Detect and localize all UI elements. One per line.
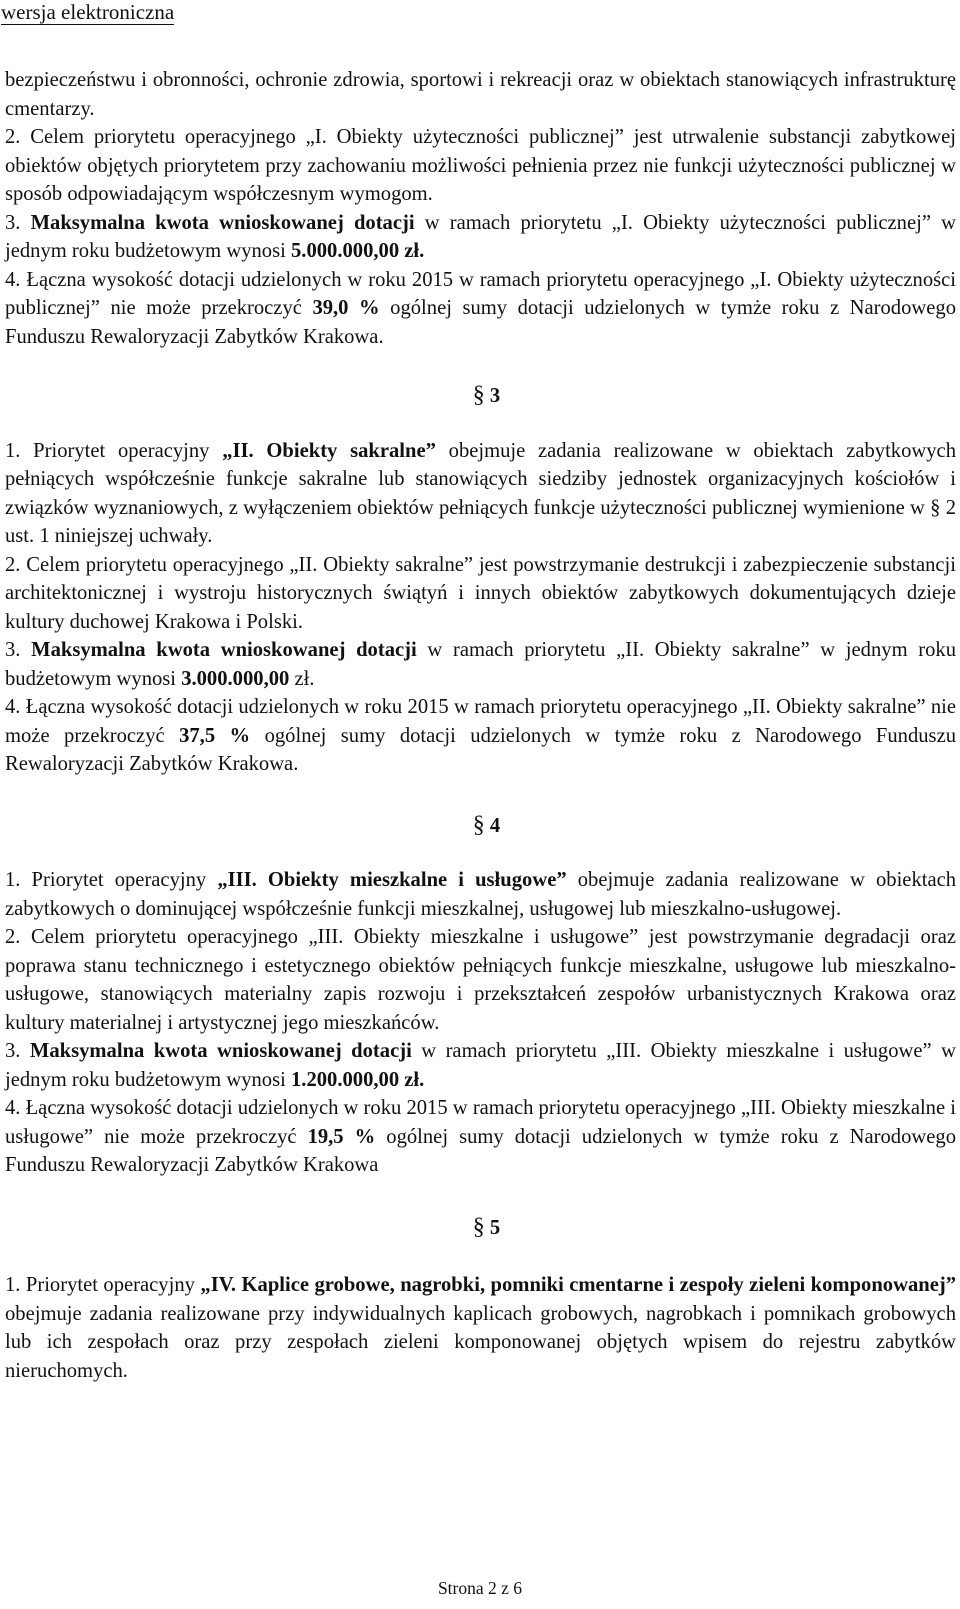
s3-paragraph-1 [5,437,956,551]
intro-continuation: bezpieczeństwu i obronności, ochronie zdrowia, sportowi i rekreacji oraz w obiektach stanowiących infrastrukturę cmentarzy. [5,69,956,120]
s5-p1-pre: 1. Priorytet operacyjny [5,1274,195,1296]
s4-p4-percent: 19,5 % [307,1125,376,1148]
s3-p3-number: 3. [5,639,21,661]
section-symbol: § [472,811,485,838]
s4-p4-pre: 4. Łączna wysokość dotacji udzielonych w roku 2015 w ramach priorytetu operacyjnego „III. Obiekty mieszkalne i usługowe” nie może przekroczyć [5,1097,956,1148]
section-5-heading [5,1213,956,1243]
section-number: 4 [489,814,501,837]
section-symbol: § [472,1213,485,1240]
intro-p3-bold: Maksymalna kwota wnioskowanej dotacji [30,211,415,234]
intro-p4-post: ogólnej sumy dotacji udzielonych w tymże roku z Narodowego Funduszu Rewaloryzacji Zabytków Krakowa. [5,297,956,348]
intro-p4-pre: 4. Łączna wysokość dotacji udzielonych w roku 2015 w ramach priorytetu operacyjnego „I. Obiekty użyteczności publicznej” nie może przekroczyć [5,268,956,319]
s3-p3-amount: 3.000.000,00 [181,667,290,690]
intro-paragraph-2: 2. Celem priorytetu operacyjnego „I. Obiekty użyteczności publicznej” jest utrwalenie substancji zabytkowej obiektów objętych priorytetem przy zachowaniu możliwości pełnienia przez nie funkcji użyteczności publicznej w sposób odpowiadającym współczesnym wymogom. [5,126,956,205]
s4-paragraph-4 [5,1094,956,1180]
s3-p1-post: obejmuje zadania realizowane w obiektach zabytkowych pełniących współcześnie funkcje sakralne lub stanowiących siedziby jednostek organizacyjnych kościołów i związków wyznaniowych, z wyłączeniem obiektów pełniących funkcje użyteczności publicznej wymienione w § 2 ust. 1 niniejszej uchwały. [5,439,956,547]
s3-paragraph-4 [5,693,956,779]
page-number: Strona 2 z 6 [437,1578,523,1598]
section-number: 5 [489,1216,501,1239]
s4-p1-post: obejmuje zadania realizowane w obiektach zabytkowych o dominującej współcześnie funkcji mieszkalnej, usługowej lub mieszkalno-usługowej. [5,869,957,920]
s3-p1-pre: 1. Priorytet operacyjny [5,439,210,462]
s3-paragraph-2: 2. Celem priorytetu operacyjnego „II. Obiekty sakralne” jest powstrzymanie destrukcji i zabezpieczenie substancji architektonicznej i wystroju historycznych świątyń i innych obiektów zabytkowych dokumentujących dzieje kultury duchowej Krakowa i Polski. [5,553,956,633]
section-number: 3 [489,385,501,407]
s4-p1-pre: 1. Priorytet operacyjny [5,869,207,891]
s3-p4-percent: 37,5 % [179,724,251,747]
s4-p1-bold: „III. Obiekty mieszkalne i usługowe” [217,869,567,891]
section-4-heading [5,811,956,841]
s3-p3-text: w ramach priorytetu „II. Obiekty sakralne” w jednym roku budżetowym wynosi [5,639,957,690]
s4-p3-text: w ramach priorytetu „III. Obiekty mieszkalne i usługowe” w jednym roku budżetowym wynosi [5,1040,956,1091]
intro-paragraph-3 [5,209,956,266]
section-3-heading [5,381,956,411]
s4-paragraph-1 [5,866,956,923]
s4-p4-post: ogólnej sumy dotacji udzielonych w tymże roku z Narodowego Funduszu Rewaloryzacji Zabytków Krakowa [5,1125,957,1176]
intro-paragraph-4 [5,266,956,352]
section-symbol: § [472,382,485,408]
s4-p3-bold: Maksymalna kwota wnioskowanej dotacji [29,1040,412,1062]
header-title: wersja elektroniczna [1,0,175,24]
s5-paragraph-1 [5,1271,956,1385]
s3-p4-pre: 4. Łączna wysokość dotacji udzielonych w roku 2015 w ramach priorytetu operacyjnego „II. Obiekty sakralne” nie może przekroczyć [5,696,956,747]
s3-p3-unit: zł. [294,667,315,690]
s3-p4-post: ogólnej sumy dotacji udzielonych w tymże roku z Narodowego Funduszu Rewaloryzacji Zabytków Krakowa. [5,724,957,775]
intro-p3-number: 3. [5,211,21,234]
page-header [0,0,174,24]
page-footer [0,1577,960,1599]
s4-paragraph-3 [5,1037,956,1094]
intro-p3-text: w ramach priorytetu „I. Obiekty użyteczności publicznej” w jednym roku budżetowym wynosi [5,211,956,262]
s3-p3-bold: Maksymalna kwota wnioskowanej dotacji [31,639,417,661]
s3-p1-bold: „II. Obiekty sakralne” [222,439,436,462]
intro-p3-amount: 5.000.000,00 zł. [291,240,425,262]
intro-p4-percent: 39,0 % [312,297,380,319]
s4-p3-number: 3. [5,1040,21,1062]
s4-p3-amount: 1.200.000,00 zł. [291,1068,425,1091]
s5-p1-bold: „IV. Kaplice grobowe, nagrobki, pomniki cmentarne i zespoły zieleni komponowanej” [200,1274,957,1296]
s5-p1-post: obejmuje zadania realizowane przy indywidualnych kaplicach grobowych, nagrobkach i pomnikach grobowych lub ich zespołach oraz przy zespołach zieleni komponowanej objętych wpisem do rejestru zabytków nieruchomych. [5,1302,956,1382]
s3-paragraph-3 [5,636,956,693]
s4-paragraph-2: 2. Celem priorytetu operacyjnego „III. Obiekty mieszkalne i usługowe” jest powstrzymanie degradacji oraz poprawa stanu technicznego i estetycznego obiektów pełniących funkcje mieszkalne, usługowe lub mieszkalno-usługowe, stanowiących materialny zapis rozwoju i przekształceń zespołów urbanistycznych Krakowa oraz kultury materialnej i artystycznej jego mieszkańców. [5,926,956,1034]
document-body [5,66,956,1385]
